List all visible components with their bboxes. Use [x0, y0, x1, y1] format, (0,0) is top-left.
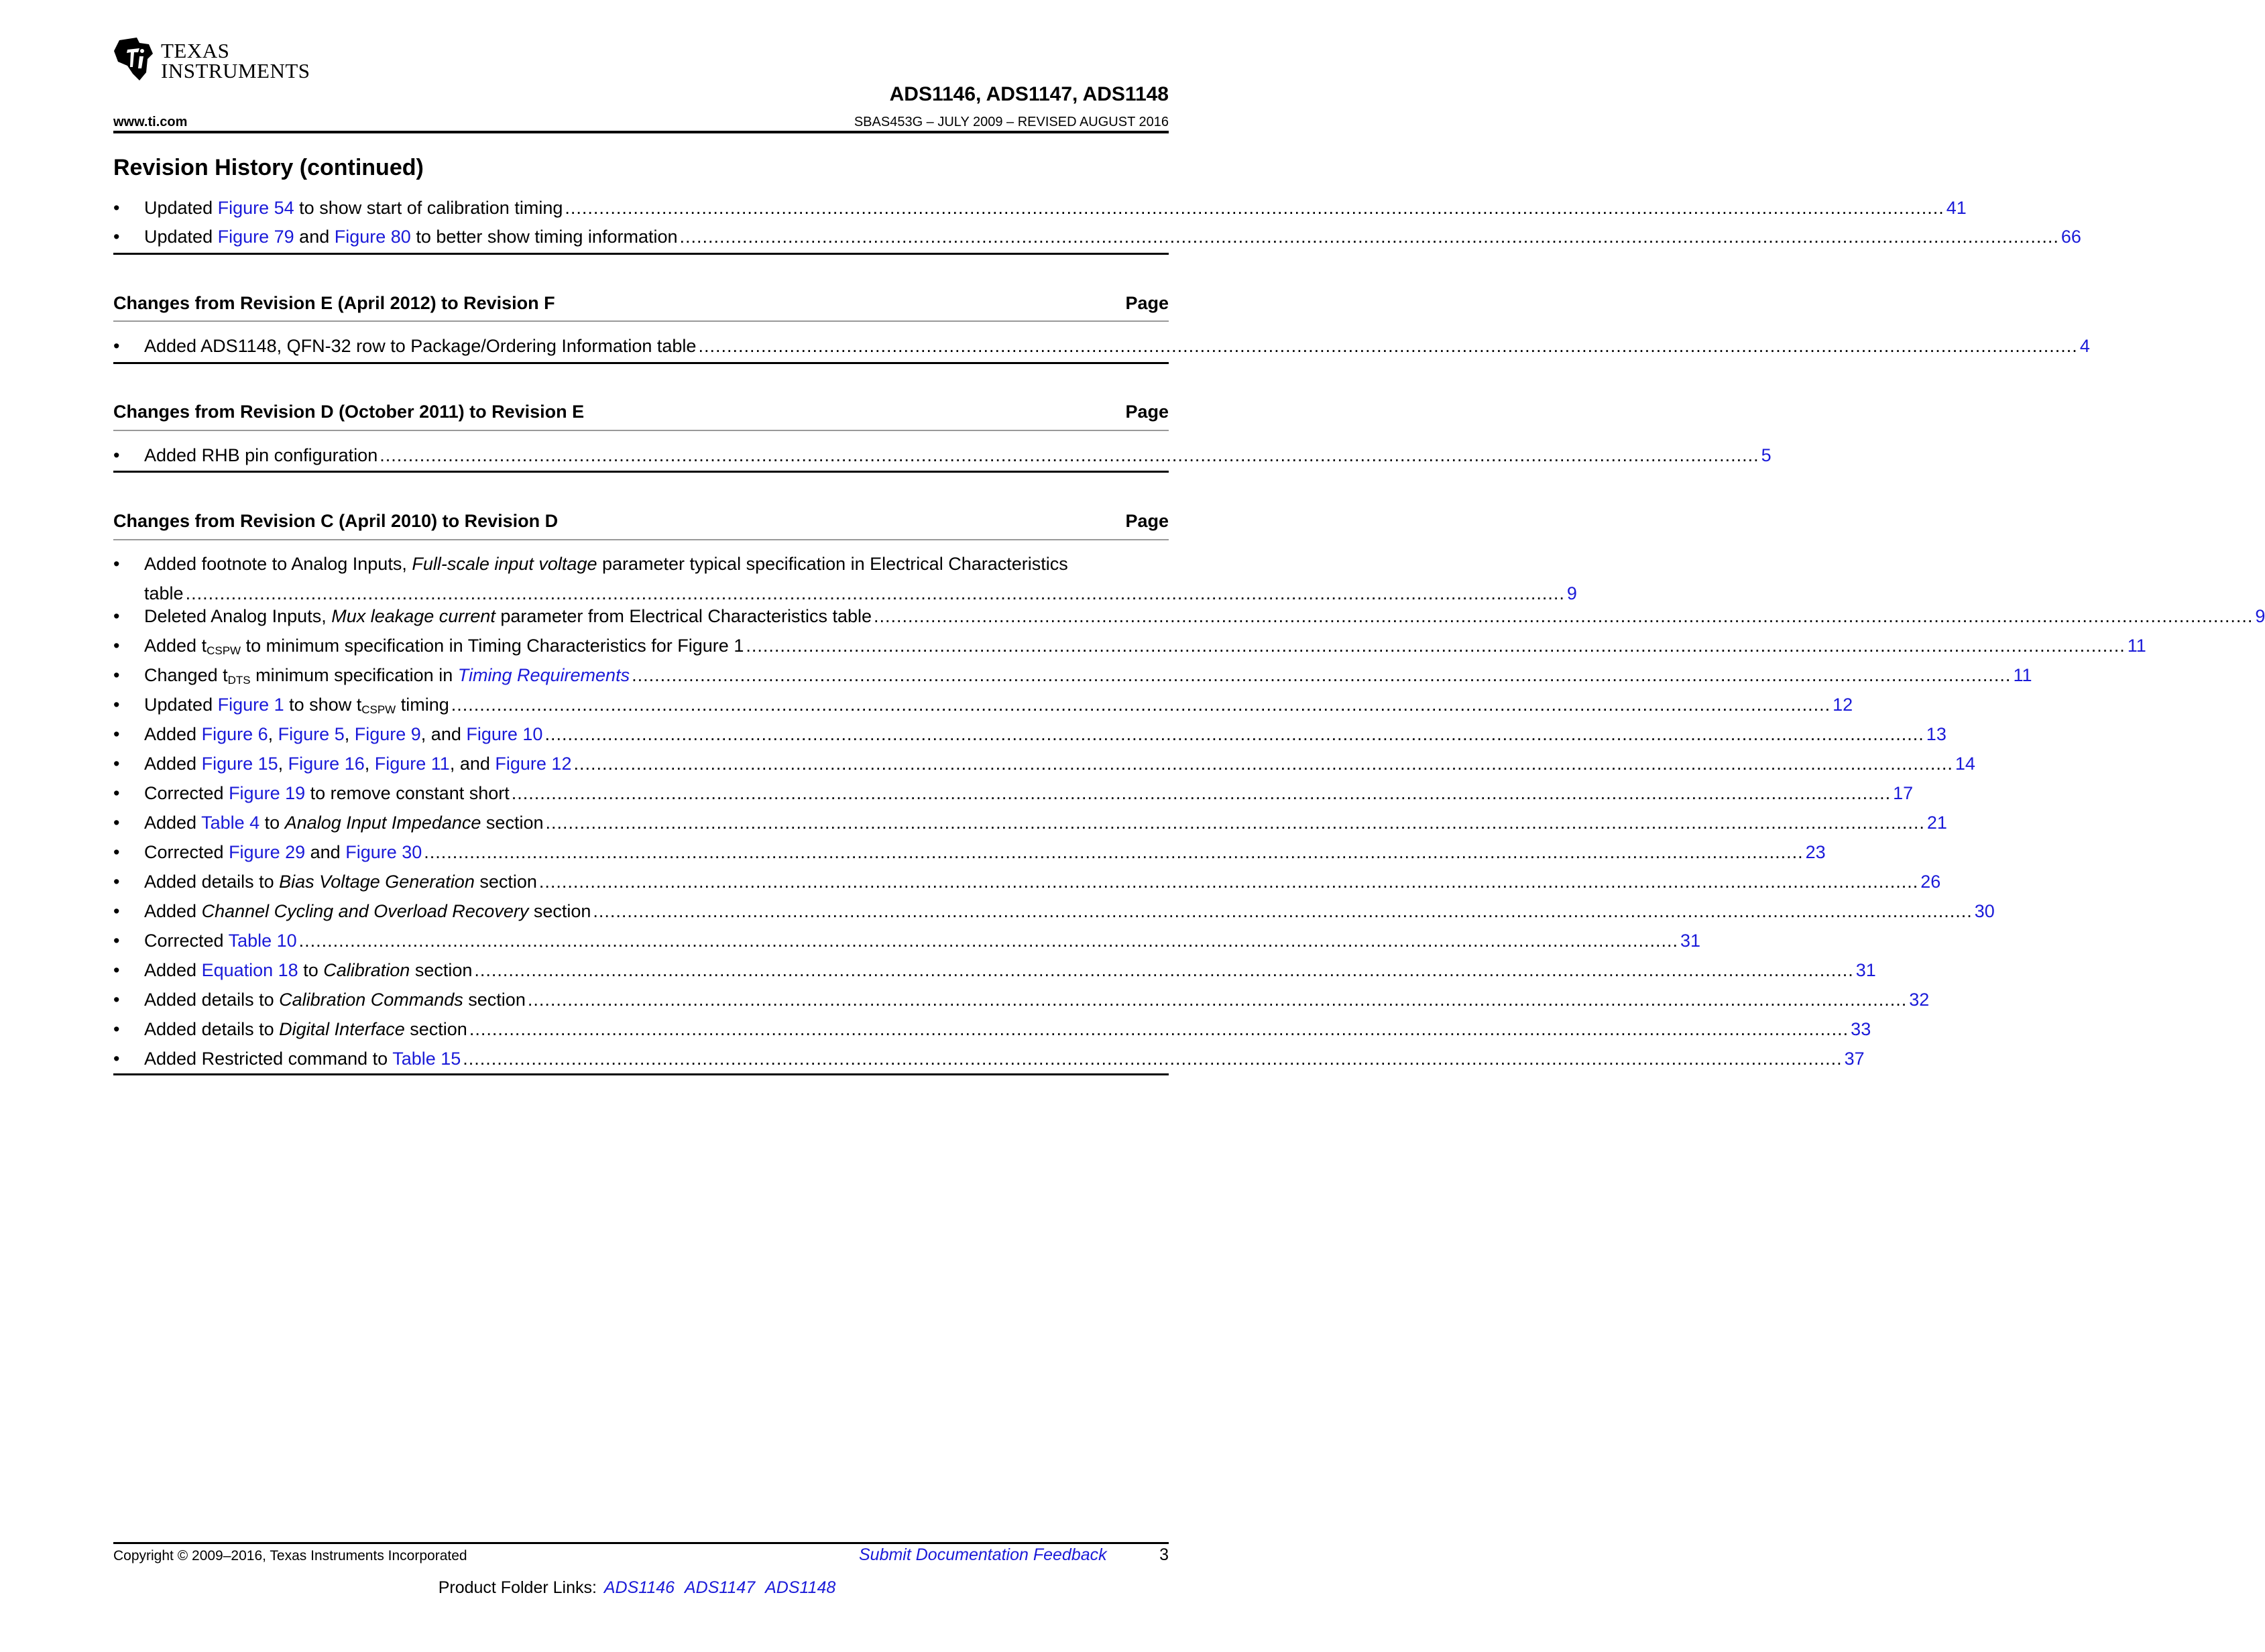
page-link[interactable]: 14 [1955, 754, 1975, 774]
leader-dots: .................................................................................................................................................................................................................................................. [632, 665, 2012, 685]
figure-link[interactable]: Figure 15 [201, 754, 278, 774]
list-item [113, 867, 1941, 896]
figure-link[interactable]: Figure 5 [278, 724, 345, 744]
item-text: Updated [144, 227, 218, 247]
logo-text-line1: TEXAS [161, 39, 230, 62]
list-item [113, 985, 1930, 1014]
product-folder-label: Product Folder Links: [438, 1578, 597, 1597]
item-text: Added [144, 960, 202, 980]
item-emphasis: Channel Cycling and Overload Recovery [201, 901, 529, 921]
leader-dots: .................................................................................................................................................................................................................................................. [545, 813, 1925, 833]
copyright: Copyright © 2009–2016, Texas Instruments Incorporated [113, 1548, 467, 1564]
heading-rule [113, 320, 1169, 322]
bullet: • [113, 606, 120, 626]
page-link[interactable]: 13 [1926, 724, 1947, 744]
bullet: • [113, 445, 120, 465]
page-link[interactable]: 66 [2060, 227, 2081, 247]
item-text: Added t [144, 636, 207, 656]
figure-link[interactable]: Figure 30 [345, 842, 422, 862]
section-rule [113, 1073, 1169, 1075]
item-text: , and [449, 754, 496, 774]
item-text: Added ADS1148, QFN-32 row to Package/Ordering Information table [144, 336, 697, 356]
item-text: , [364, 754, 375, 774]
leader-dots: .................................................................................................................................................................................................................................................. [424, 842, 1804, 862]
revision-heading-text: Changes from Revision E (April 2012) to Revision F [113, 293, 555, 313]
item-emphasis: Mux leakage current [331, 606, 496, 626]
list-item [113, 1044, 1865, 1073]
figure-link[interactable]: Figure 10 [466, 724, 543, 744]
leader-dots: .................................................................................................................................................................................................................................................. [380, 445, 1759, 465]
item-text: section [404, 1019, 467, 1039]
list-item [113, 601, 2265, 631]
item-text: Added RHB pin configuration [144, 445, 378, 465]
item-text: timing [396, 695, 449, 715]
leader-dots: .................................................................................................................................................................................................................................................. [698, 336, 2078, 356]
figure-link[interactable]: Figure 6 [201, 724, 268, 744]
list-item [113, 719, 1947, 749]
bullet: • [113, 754, 120, 774]
item-emphasis: Calibration Commands [279, 990, 463, 1010]
item-text: Added [144, 724, 202, 744]
page-link[interactable]: 23 [1805, 842, 1826, 862]
item-emphasis: Analog Input Impedance [284, 813, 481, 833]
bullet: • [113, 901, 120, 921]
list-item [113, 222, 2081, 251]
item-emphasis: Bias Voltage Generation [279, 872, 475, 892]
site-link[interactable]: www.ti.com [113, 115, 188, 129]
leader-dots: .................................................................................................................................................................................................................................................. [593, 901, 1973, 921]
item-text: Corrected [144, 842, 229, 862]
revision-heading [113, 402, 1169, 422]
bullet: • [113, 554, 120, 574]
leader-dots: .................................................................................................................................................................................................................................................. [474, 960, 1854, 980]
bullet: • [113, 695, 120, 715]
page-link[interactable]: 17 [1893, 783, 1914, 803]
leader-dots: .................................................................................................................................................................................................................................................. [469, 1019, 1849, 1039]
subscript: CSPW [207, 644, 241, 657]
section-rule [113, 253, 1169, 255]
bullet: • [113, 1019, 120, 1039]
figure-link[interactable]: Figure 54 [217, 198, 294, 218]
figure-link[interactable]: Figure 1 [217, 695, 284, 715]
item-text: , and [420, 724, 467, 744]
item-text: Changed t [144, 665, 228, 685]
page-link[interactable]: 9 [2255, 606, 2265, 626]
leader-dots: .................................................................................................................................................................................................................................................. [463, 1049, 1843, 1069]
list-item [113, 193, 1967, 223]
item-emphasis: Digital Interface [279, 1019, 405, 1039]
item-text: Added details to [144, 990, 280, 1010]
table-link[interactable]: Table 15 [392, 1049, 461, 1069]
list-item [113, 690, 1853, 719]
item-text: to show start of calibration timing [294, 198, 563, 218]
section-link[interactable]: Timing Requirements [457, 665, 630, 685]
item-text: and [294, 227, 335, 247]
leader-dots: .................................................................................................................................................................................................................................................. [538, 872, 1919, 892]
revision-heading [113, 293, 1169, 314]
submit-feedback-link[interactable]: Submit Documentation Feedback [859, 1545, 1107, 1564]
page-link[interactable]: 12 [1833, 695, 1853, 715]
item-text: Added details to [144, 872, 280, 892]
bullet: • [113, 636, 120, 656]
list-item [113, 778, 1914, 808]
bullet: • [113, 872, 120, 892]
product-link-ads1148[interactable]: ADS1148 [765, 1578, 836, 1597]
page-link[interactable]: 11 [2127, 636, 2146, 656]
ti-logo[interactable] [113, 36, 314, 87]
leader-dots: .................................................................................................................................................................................................................................................. [565, 198, 1944, 218]
bullet: • [113, 931, 120, 951]
page-link[interactable]: 37 [1844, 1049, 1865, 1069]
bullet: • [113, 336, 120, 356]
item-text: Corrected [144, 783, 229, 803]
list-item [113, 631, 2146, 660]
bullet: • [113, 1049, 120, 1069]
section-rule [113, 471, 1169, 473]
footer-rule [113, 1542, 1169, 1544]
list-item [113, 1014, 1871, 1044]
item-text: Added [144, 754, 202, 774]
page-link[interactable]: 21 [1926, 813, 1947, 833]
leader-dots: .................................................................................................................................................................................................................................................. [527, 990, 1908, 1010]
item-emphasis: Calibration [323, 960, 410, 980]
bullet: • [113, 783, 120, 803]
figure-link[interactable]: Figure 29 [229, 842, 306, 862]
item-text: to [259, 813, 285, 833]
list-item [113, 926, 1701, 955]
item-text: parameter typical specification in Electrical Characteristics [597, 554, 1068, 574]
subscript: DTS [227, 674, 251, 687]
page-link[interactable]: 31 [1855, 960, 1876, 980]
page-link[interactable]: 11 [2013, 665, 2032, 685]
item-text: to [298, 960, 324, 980]
page-link[interactable]: 30 [1974, 901, 1995, 921]
leader-dots: .................................................................................................................................................................................................................................................. [679, 227, 2059, 247]
page-link[interactable]: 32 [1909, 990, 1930, 1010]
list-item [113, 549, 1577, 608]
figure-link[interactable]: Figure 9 [354, 724, 421, 744]
item-text: Added [144, 901, 202, 921]
list-item [113, 749, 1975, 778]
list-item [113, 331, 2090, 361]
page-column-label: Page [1125, 402, 1169, 422]
item-text: parameter from Electrical Characteristics table [495, 606, 872, 626]
logo-text-line2: INSTRUMENTS [161, 59, 310, 82]
figure-link[interactable]: Figure 11 [374, 754, 450, 774]
leader-dots: .................................................................................................................................................................................................................................................. [544, 724, 1924, 744]
item-text: to better show timing information [410, 227, 678, 247]
item-text: , [344, 724, 355, 744]
bullet: • [113, 198, 120, 218]
item-text: Updated [144, 198, 218, 218]
item-text: section [474, 872, 537, 892]
page-link[interactable]: 41 [1946, 198, 1967, 218]
item-text: to remove constant short [305, 783, 510, 803]
item-text: and [305, 842, 346, 862]
page-link[interactable]: 26 [1920, 872, 1941, 892]
leader-dots: .................................................................................................................................................................................................................................................. [874, 606, 2254, 626]
item-text: to show t [284, 695, 362, 715]
product-link-ads1147[interactable]: ADS1147 [685, 1578, 756, 1597]
item-text: , [268, 724, 278, 744]
leader-dots: .................................................................................................................................................................................................................................................. [511, 783, 1892, 803]
heading-rule [113, 539, 1169, 540]
leader-dots: .................................................................................................................................................................................................................................................. [298, 931, 1679, 951]
table-link[interactable]: Table 4 [201, 813, 260, 833]
page-column-label: Page [1125, 511, 1169, 531]
page-link[interactable]: 33 [1851, 1019, 1871, 1039]
document-id: SBAS453G – JULY 2009 – REVISED AUGUST 2016 [854, 115, 1169, 129]
item-text: minimum specification in [250, 665, 458, 685]
bullet: • [113, 990, 120, 1010]
list-item [113, 808, 1947, 837]
page-link[interactable]: 31 [1680, 931, 1701, 951]
section-rule [113, 362, 1169, 364]
item-text: Added [144, 813, 202, 833]
item-text: Added details to [144, 1019, 280, 1039]
figure-link[interactable]: Figure 12 [495, 754, 572, 774]
item-text: Added Restricted command to [144, 1049, 393, 1069]
item-emphasis: Full-scale input voltage [412, 554, 597, 574]
header-rule [113, 131, 1169, 133]
document-title: ADS1146, ADS1147, ADS1148 [889, 83, 1169, 105]
subscript: CSPW [361, 703, 396, 716]
leader-dots: .................................................................................................................................................................................................................................................. [746, 636, 2126, 656]
item-text: Added footnote to Analog Inputs, [144, 554, 412, 574]
item-text: section [481, 813, 544, 833]
bullet: • [113, 813, 120, 833]
list-item [113, 955, 1876, 985]
revision-heading [113, 511, 1169, 532]
item-text: table [144, 583, 184, 603]
revision-heading-text: Changes from Revision D (October 2011) to Revision E [113, 402, 585, 422]
bullet: • [113, 724, 120, 744]
bullet: • [113, 227, 120, 247]
ti-logo-icon [113, 36, 156, 83]
figure-link[interactable]: Figure 16 [288, 754, 365, 774]
figure-link[interactable]: Figure 19 [229, 783, 306, 803]
heading-rule [113, 430, 1169, 431]
page-link[interactable]: 5 [1761, 445, 1772, 465]
page-number: 3 [1159, 1545, 1169, 1564]
item-text: Deleted Analog Inputs, [144, 606, 332, 626]
page-column-label: Page [1125, 293, 1169, 313]
bullet: • [113, 665, 120, 685]
leader-dots: .................................................................................................................................................................................................................................................. [185, 583, 1565, 603]
figure-link[interactable]: Figure 79 [217, 227, 294, 247]
figure-link[interactable]: Figure 80 [334, 227, 411, 247]
item-text: section [528, 901, 591, 921]
item-text: section [410, 960, 473, 980]
table-link[interactable]: Table 10 [228, 931, 297, 951]
equation-link[interactable]: Equation 18 [201, 960, 298, 980]
item-text: to minimum specification in Timing Characteristics for Figure 1 [241, 636, 744, 656]
product-link-ads1146[interactable]: ADS1146 [603, 1578, 675, 1597]
list-item [113, 440, 1772, 470]
item-text: , [278, 754, 288, 774]
item-text: section [463, 990, 526, 1010]
revision-heading-text: Changes from Revision C (April 2010) to Revision D [113, 511, 559, 531]
bullet: • [113, 960, 120, 980]
list-item [113, 837, 1826, 867]
page-link[interactable]: 4 [2079, 336, 2090, 356]
leader-dots: .................................................................................................................................................................................................................................................. [573, 754, 1953, 774]
page-link[interactable]: 9 [1566, 583, 1577, 603]
list-item [113, 896, 1995, 926]
section-title: Revision History (continued) [113, 155, 424, 180]
product-folder-links [0, 1578, 1277, 1598]
item-text: Corrected [144, 931, 229, 951]
leader-dots: .................................................................................................................................................................................................................................................. [451, 695, 1831, 715]
item-text: Updated [144, 695, 218, 715]
bullet: • [113, 842, 120, 862]
list-item [113, 660, 2032, 690]
